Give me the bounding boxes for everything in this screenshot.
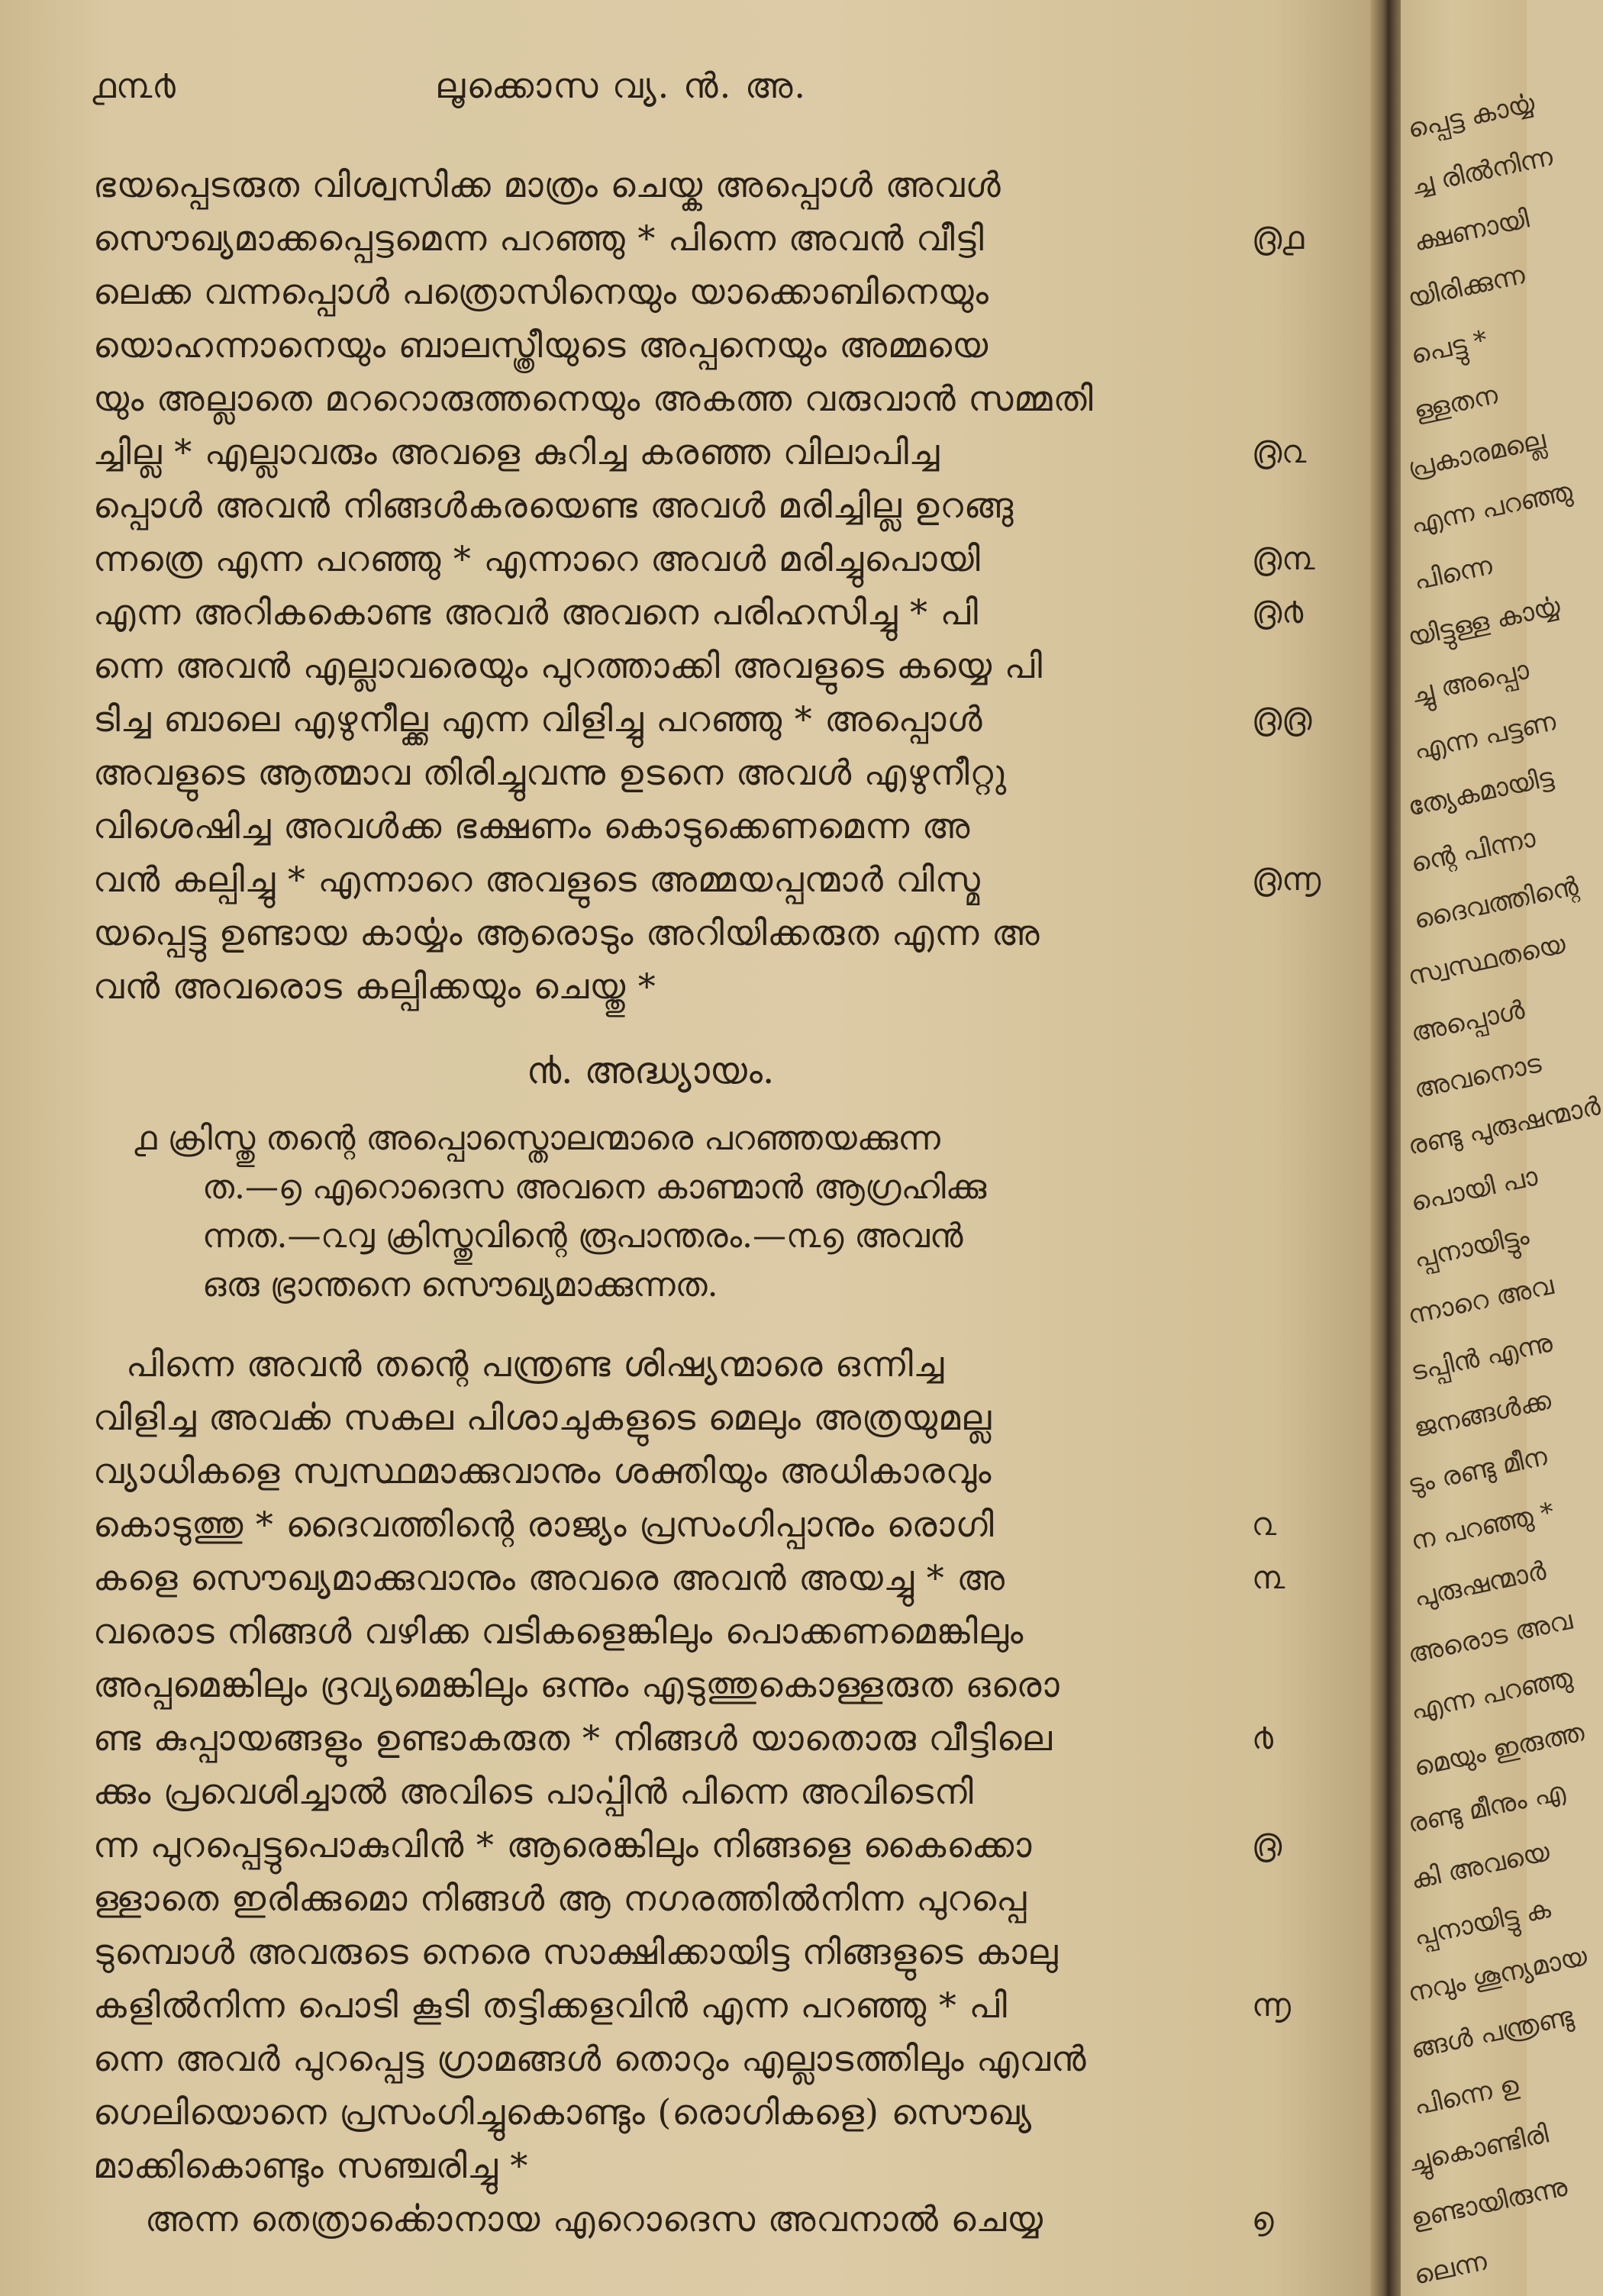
text-line: ന്നെ അവർ പുറപ്പെട്ട ഗ്രാമങ്ങൾ തൊറും എല്ലാടത്തിലും എവൻ	[93, 2038, 1087, 2079]
facing-page-fragment: ടും രണ്ടു മീന	[1405, 1440, 1550, 1501]
text-line: യപ്പെട്ടു ഉണ്ടായ കാൎയ്യം ആരൊടും അറിയിക്കരുത എന്ന അ	[93, 912, 1040, 953]
facing-page-fragment: എന്ന പട്ടണ	[1411, 706, 1559, 766]
text-line: ത.—൭ എറൊദെസ അവനെ കാണ്മാൻ ആഗ്രഹിക്കു	[202, 1168, 987, 1207]
facing-page-fragment: രണ്ടു പുരുഷന്മാർ	[1405, 1091, 1603, 1162]
facing-page-fragment: ക്ഷണായി	[1411, 203, 1532, 258]
verse-number: ൫൬	[1252, 860, 1321, 898]
text-line: ച്ചില്ല * എല്ലാവരും അവളെ കുറിച്ച കരഞ്ഞ വിലാപിച്ച	[93, 431, 940, 472]
text-line: സൌഖ്യമാക്കപ്പെട്ടമെന്ന പറഞ്ഞു * പിന്നെ അവൻ വീട്ടി	[93, 218, 985, 259]
facing-page-fragment: ദൈവത്തിന്റെ	[1411, 870, 1582, 936]
facing-page-fragment: പിന്നെ	[1411, 550, 1495, 597]
text-line: ഗെലിയൊനെ പ്രസംഗിച്ചുകൊണ്ടും (രൊഗികളെ) സൌഖ്യ	[93, 2091, 1033, 2133]
verse-number: ൬	[1252, 1986, 1291, 2024]
text-line: വിശെഷിച്ച അവൾക്ക ഭക്ഷണം കൊടുക്കെണമെന്ന അ	[93, 805, 971, 846]
text-line: യൊഹന്നാനെയും ബാലസ്ത്രീയുടെ അപ്പനെയും അമ്മയെ	[93, 324, 989, 366]
page-header	[92, 65, 1313, 118]
text-line: വിളിച്ച അവൎക്ക സകല പിശാചുകളുടെ മെലും അത്രയുമല്ല	[93, 1397, 992, 1438]
text-line: മാക്കികൊണ്ടും സഞ്ചരിച്ചു *	[93, 2145, 529, 2186]
facing-page-fragment: പൊയി പാ	[1408, 1161, 1540, 1218]
facing-page-edge	[1401, 0, 1603, 2296]
facing-page-fragment: ഉണ്ടായിരുന്നു	[1408, 2172, 1570, 2235]
facing-page-fragment: സ്വസ്ഥതയെ	[1405, 928, 1569, 992]
facing-page-fragment: പ്പനായിട്ടു ക	[1411, 1893, 1553, 1953]
facing-page-fragment: മെയും ഇരുത്ത	[1411, 1717, 1587, 1783]
text-line: എന്ന അറികകൊണ്ട അവർ അവനെ പരിഹസിച്ചു * പി	[93, 592, 979, 633]
facing-page-fragment: ലെന്ന	[1411, 2246, 1490, 2291]
facing-page-fragment: ജനങ്ങൾക്ക	[1411, 1385, 1554, 1444]
facing-page-fragment: ടപ്പിൻ എന്നു	[1408, 1327, 1556, 1388]
facing-page-fragment: യിട്ടുള്ള കാൎയ്യ	[1405, 591, 1563, 653]
facing-page-fragment: യിരിക്കുന്ന	[1405, 260, 1528, 314]
facing-page-fragment: അരൊട അവ	[1405, 1604, 1576, 1670]
facing-page-fragment: ന്റെ പിന്നാ	[1408, 823, 1538, 879]
facing-page-fragment: ള്ളതന	[1411, 379, 1501, 427]
facing-page-fragment: അപ്പൊൾ	[1408, 995, 1527, 1049]
verse-number: ൨	[1252, 1505, 1277, 1543]
verse-number: ൫൫	[1252, 700, 1312, 737]
facing-page-fragment: ന്നാറെ അവ	[1405, 1270, 1556, 1331]
text-line: ഭയപ്പെടരുത വിശ്വസിക്ക മാത്രം ചെയ്ക അപ്പൊൾ അവൾ	[93, 164, 1001, 205]
verse-number: ൫൧	[1252, 219, 1305, 256]
text-line: പ്പൊൾ അവൻ നിങ്ങൾകരയെണ്ട അവൾ മരിച്ചില്ല ഉറങ്ങു	[93, 485, 1014, 526]
facing-page-fragment: ച്ചുകൊണ്ടിരി	[1405, 2118, 1551, 2178]
verse-number: ൫	[1252, 1826, 1282, 1863]
facing-page-fragment: പെട്ടു *	[1408, 324, 1491, 371]
text-line: കളെ സൌഖ്യമാക്കുവാനും അവരെ അവൻ അയച്ചു * അ	[93, 1557, 1005, 1598]
text-line: യും അല്ലാതെ മററൊരുത്തനെയും അകത്ത വരുവാൻ സമ്മതി	[93, 378, 1094, 419]
verse-number: ൫൨	[1252, 433, 1307, 470]
text-line: അന്ന തെത്രാൎക്കൊനായ എറൊദെസ അവനാൽ ചെയ്യ	[145, 2198, 1043, 2240]
facing-page-fragment: പിന്നെ ഉ	[1411, 2069, 1522, 2122]
text-line: ള്ളാതെ ഇരിക്കുമൊ നിങ്ങൾ ആ നഗരത്തിൽനിന്ന പുറപ്പെ	[93, 1878, 1027, 1919]
verse-number: ൩	[1252, 1559, 1285, 1596]
text-line: അവളുടെ ആത്മാവ തിരിച്ചുവന്നു ഉടനെ അവൾ എഴുനീറ്റു	[93, 752, 1008, 793]
facing-page-fragment: കി അവയെ	[1408, 1836, 1553, 1896]
facing-page-fragment: ത്യേകമായിട്ട	[1405, 762, 1556, 823]
text-line: പിന്നെ അവൻ തന്റെ പന്ത്രണ്ട ശിഷ്യന്മാരെ ഒന്നിച്ച	[126, 1343, 945, 1385]
text-line: കൊടുത്തു * ദൈവത്തിന്റെ രാജ്യം പ്രസംഗിപ്പാനും രൊഗി	[93, 1504, 995, 1545]
text-line: വൻ അവരൊട കല്പിക്കയും ചെയ്തു *	[93, 966, 656, 1007]
text-line: ൧ ക്രിസ്തു തന്റെ അപ്പൊസ്തൊലന്മാരെ പറഞ്ഞയക്കുന്ന	[134, 1119, 940, 1158]
text-line: വ്യാധികളെ സ്വസ്ഥമാക്കുവാനും ശക്തിയും അധികാരവും	[93, 1450, 992, 1491]
text-line: ണ്ട കുപ്പായങ്ങളും ഉണ്ടാകരുത * നിങ്ങൾ യാതൊരു വീട്ടിലെ	[93, 1717, 1053, 1759]
verse-number: ൫൩	[1252, 540, 1315, 577]
book-gutter	[1370, 0, 1401, 2296]
text-line: ന്നത.—൨൮ ക്രിസ്തുവിന്റെ രൂപാന്തരം.—൩൭ അവൻ	[202, 1217, 963, 1256]
facing-page-fragment: പുരുഷന്മാർ	[1411, 1555, 1549, 1614]
text-line: ടുമ്പൊൾ അവരുടെ നെരെ സാക്ഷിക്കായിട്ട നിങ്ങളുടെ കാലു	[93, 1931, 1059, 1972]
text-line: ന്നെ അവൻ എല്ലാവരെയും പുറത്താക്കി അവളുടെ കയ്യെ പി	[93, 645, 1043, 686]
running-title: ലൂക്കൊസ വ്യ. ൻ. അ.	[435, 65, 808, 106]
text-line: വരൊട നിങ്ങൾ വഴിക്ക വടികളെങ്കിലും പൊക്കണമെങ്കിലും	[93, 1611, 1024, 1652]
text-line: വൻ കല്പിച്ചു * എന്നാറെ അവളുടെ അമ്മയപ്പന്മാർ വിസ്മ	[93, 859, 981, 900]
page-number: ൧൩൪	[92, 65, 176, 106]
facing-page-fragment: ങ്ങൾ പന്ത്രണ്ടു	[1408, 2001, 1576, 2065]
chapter-heading: ൯. അദ്ധ്യായം.	[527, 1050, 775, 1092]
facing-page-fragment: പ്പെട്ട കാൎയ്യ	[1405, 88, 1537, 145]
facing-page-fragment: രണ്ടു മീനും എ	[1405, 1775, 1569, 1840]
facing-page-fragment: എന്ന പറഞ്ഞു	[1408, 476, 1576, 540]
text-line: ന്ന പുറപ്പെട്ടുപൊകുവിൻ * ആരെങ്കിലും നിങ്ങളെ കൈക്കൊ	[93, 1824, 1033, 1866]
facing-page-fragment: ച്ച രിൽനിന്ന	[1408, 141, 1556, 202]
verse-number: ൪	[1252, 1719, 1273, 1756]
facing-page-fragment: പ്പനായിട്ടും	[1411, 1220, 1532, 1275]
text-line: ടിച്ച ബാലെ എഴുനീല്ക്ക എന്ന വിളിച്ചു പറഞ്ഞു * അപ്പൊൾ	[93, 698, 983, 740]
text-line: ക്കും പ്രവെശിച്ചാൽ അവിടെ പാൎപ്പിൻ പിന്നെ അവിടെനി	[93, 1771, 974, 1812]
facing-page-fragment: എന്ന പറഞ്ഞു	[1408, 1662, 1576, 1727]
text-line: അപ്പമെങ്കിലും ദ്രവ്യമെങ്കിലും ഒന്നും എടുത്തുകൊള്ളരുത ഒരൊ	[93, 1664, 1060, 1705]
verse-number: ൭	[1252, 2200, 1274, 2237]
verse-number: ൫൪	[1252, 593, 1304, 630]
facing-page-fragment: ന പറഞ്ഞു *	[1408, 1496, 1557, 1557]
facing-page-fragment: ച്ചു അപ്പൊ	[1408, 654, 1532, 710]
facing-page-fragment: അവനൊട	[1411, 1048, 1544, 1105]
text-line: ഒരു ഭ്രാന്തനെ സൌഖ്യമാക്കുന്നത.	[202, 1266, 718, 1304]
text-line: ന്നത്രെ എന്ന പറഞ്ഞു * എന്നാറെ അവൾ മരിച്ചുപൊയി	[93, 538, 981, 579]
text-line: കളിൽനിന്ന പൊടി കൂടി തട്ടിക്കളവിൻ എന്ന പറഞ്ഞു * പി	[93, 1985, 1008, 2026]
facing-page-fragment: പ്രകാരമല്ലെ	[1405, 424, 1549, 484]
facing-page-fragment: നവും ശൂന്യമായ	[1405, 1940, 1590, 2009]
text-line: ലെക്ക വന്നപ്പൊൾ പത്രൊസിനെയും യാക്കൊബിനെയും	[93, 271, 989, 312]
